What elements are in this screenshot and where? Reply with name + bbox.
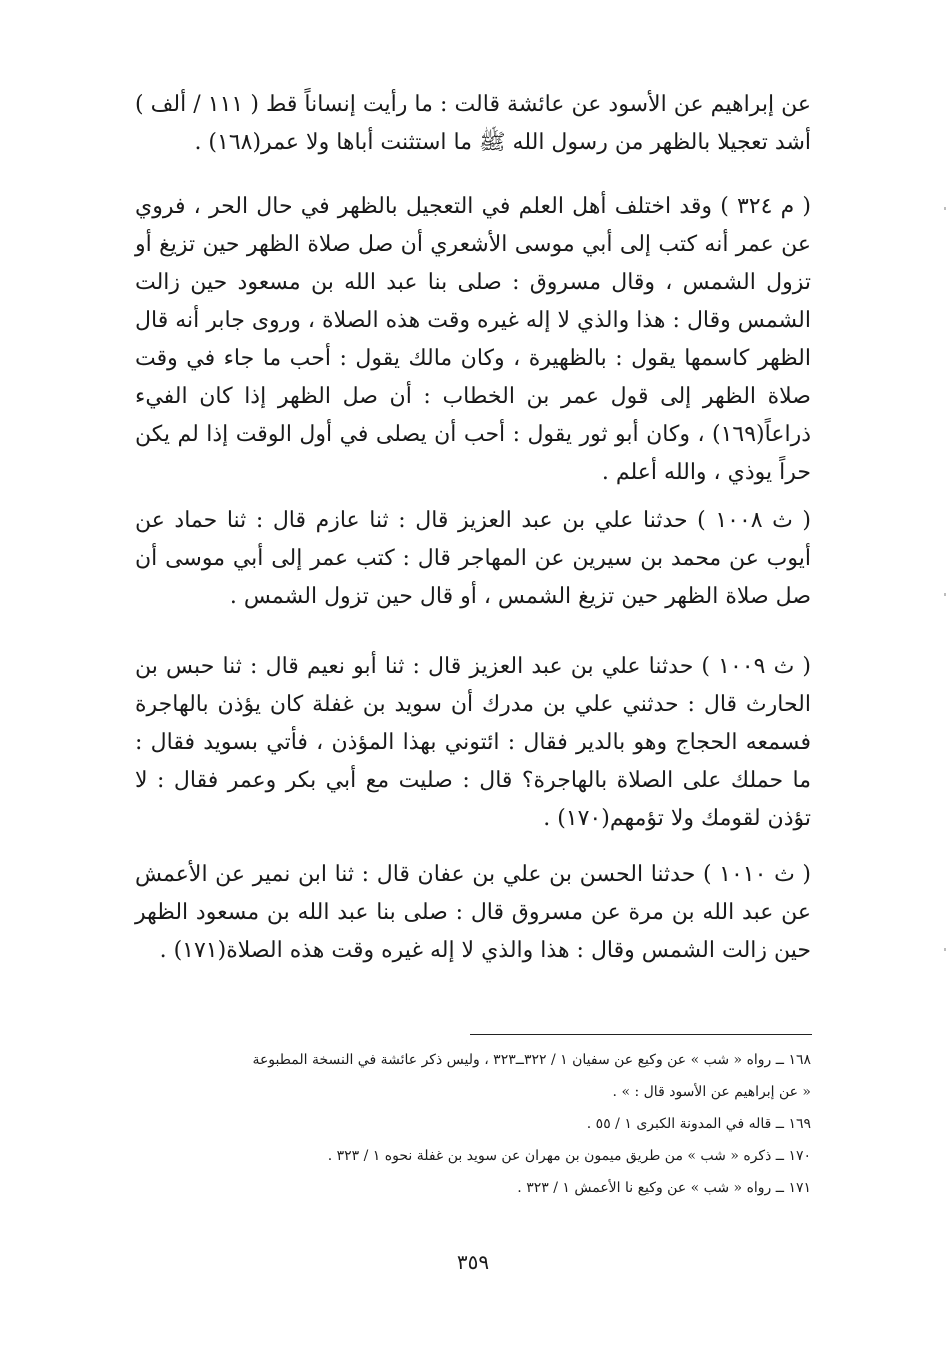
footnote-171: ١٧١ ــ رواه « شب » عن وكيع نا الأعمش ١ / ٣٢٣ . — [517, 1180, 811, 1196]
footnote-separator — [470, 1034, 812, 1035]
footnote-168-continuation: « عن إبراهيم عن الأسود قال : » . — [612, 1084, 811, 1100]
footnotes — [135, 1044, 811, 1204]
paragraph-athar-1010 — [135, 856, 811, 970]
paragraph-athar-1008 — [135, 502, 811, 616]
paragraph-athar-1009 — [135, 648, 811, 838]
footnote-169: ١٦٩ ــ قاله في المدونة الكبرى ١ / ٥٥ . — [586, 1116, 811, 1132]
page-number: ٣٥٩ — [456, 1250, 490, 1274]
paragraph-issue-324 — [135, 188, 811, 492]
paragraph-text: ( ث ١٠٠٩ ) حدثنا علي بن عبد العزيز قال : ثنا أبو نعيم قال : ثنا حبس بن الحارث قال : حدثني علي بن مدرك أن سويد بن غفلة كان يؤذن بالهاجرة فسمعه الحجاج وهو بالدير فقال : ائتوني بهذا المؤذن ، فأتي بسويد فقال : ما حملك على الصلاة بالهاجرة؟ قال : صليت مع أبي بكر وعمر فقال : لا تؤذن لقومك ولا تؤمهم(١٧٠) . — [135, 654, 811, 831]
footnote-170: ١٧٠ ــ ذكره « شب » من طريق ميمون بن مهران عن سويد بن غفلة نحوه ١ / ٣٢٣ . — [327, 1148, 811, 1164]
paragraph-aisha-narration — [135, 86, 811, 162]
paragraph-text: عن إبراهيم عن الأسود عن عائشة قالت : ما رأيت إنساناً قط ( ١١١ / ألف ) أشد تعجيلا بالظهر من رسول الله ﷺ ما استثنت أباها ولا عمر(١٦٨) . — [135, 92, 811, 155]
paragraph-text: ( ث ١٠١٠ ) حدثنا الحسن بن علي بن عفان قال : ثنا ابن نمير عن الأعمش عن عبد الله بن مرة عن مسروق قال : صلى بنا عبد الله بن مسعود الظهر حين زالت الشمس وقال : هذا والذي لا إله غيره وقت هذه الصلاة(١٧١) . — [135, 862, 811, 963]
footnote-168: ١٦٨ ــ رواه « شب » عن وكيع عن سفيان ١ / ٣٢٢ــ٣٢٣ ، وليس ذكر عائشة في النسخة المطبوعة — [252, 1052, 811, 1068]
paragraph-text: ( م ٣٢٤ ) وقد اختلف أهل العلم في التعجيل بالظهر في حال الحر ، فروي عن عمر أنه كتب إلى أبي موسى الأشعري أن صل صلاة الظهر حين تزيغ أو تزول الشمس ، وقال مسروق : صلى بنا عبد الله بن مسعود حين زالت الشمس وقال : هذا والذي لا إله غيره وقت هذه الصلاة ، وروى جابر أنه قال الظهر كاسمها يقول : بالظهيرة ، وكان مالك يقول : أحب ما جاء في وقت صلاة الظهر إلى قول عمر بن الخطاب : أن صل الظهر إذا كان الفيء ذراعاً(١٦٩) ، وكان أبو ثور يقول : أحب أن يصلى في أول الوقت إذا لم يكن حراً يوذي ، والله أعلم . — [135, 194, 811, 485]
paragraph-text: ( ث ١٠٠٨ ) حدثنا علي بن عبد العزيز قال : ثنا عازم قال : ثنا حماد عن أيوب عن محمد بن سيرين عن المهاجر قال : كتب عمر إلى أبي موسى أن صل صلاة الظهر حين تزيغ الشمس ، أو قال حين تزول الشمس . — [135, 508, 811, 609]
